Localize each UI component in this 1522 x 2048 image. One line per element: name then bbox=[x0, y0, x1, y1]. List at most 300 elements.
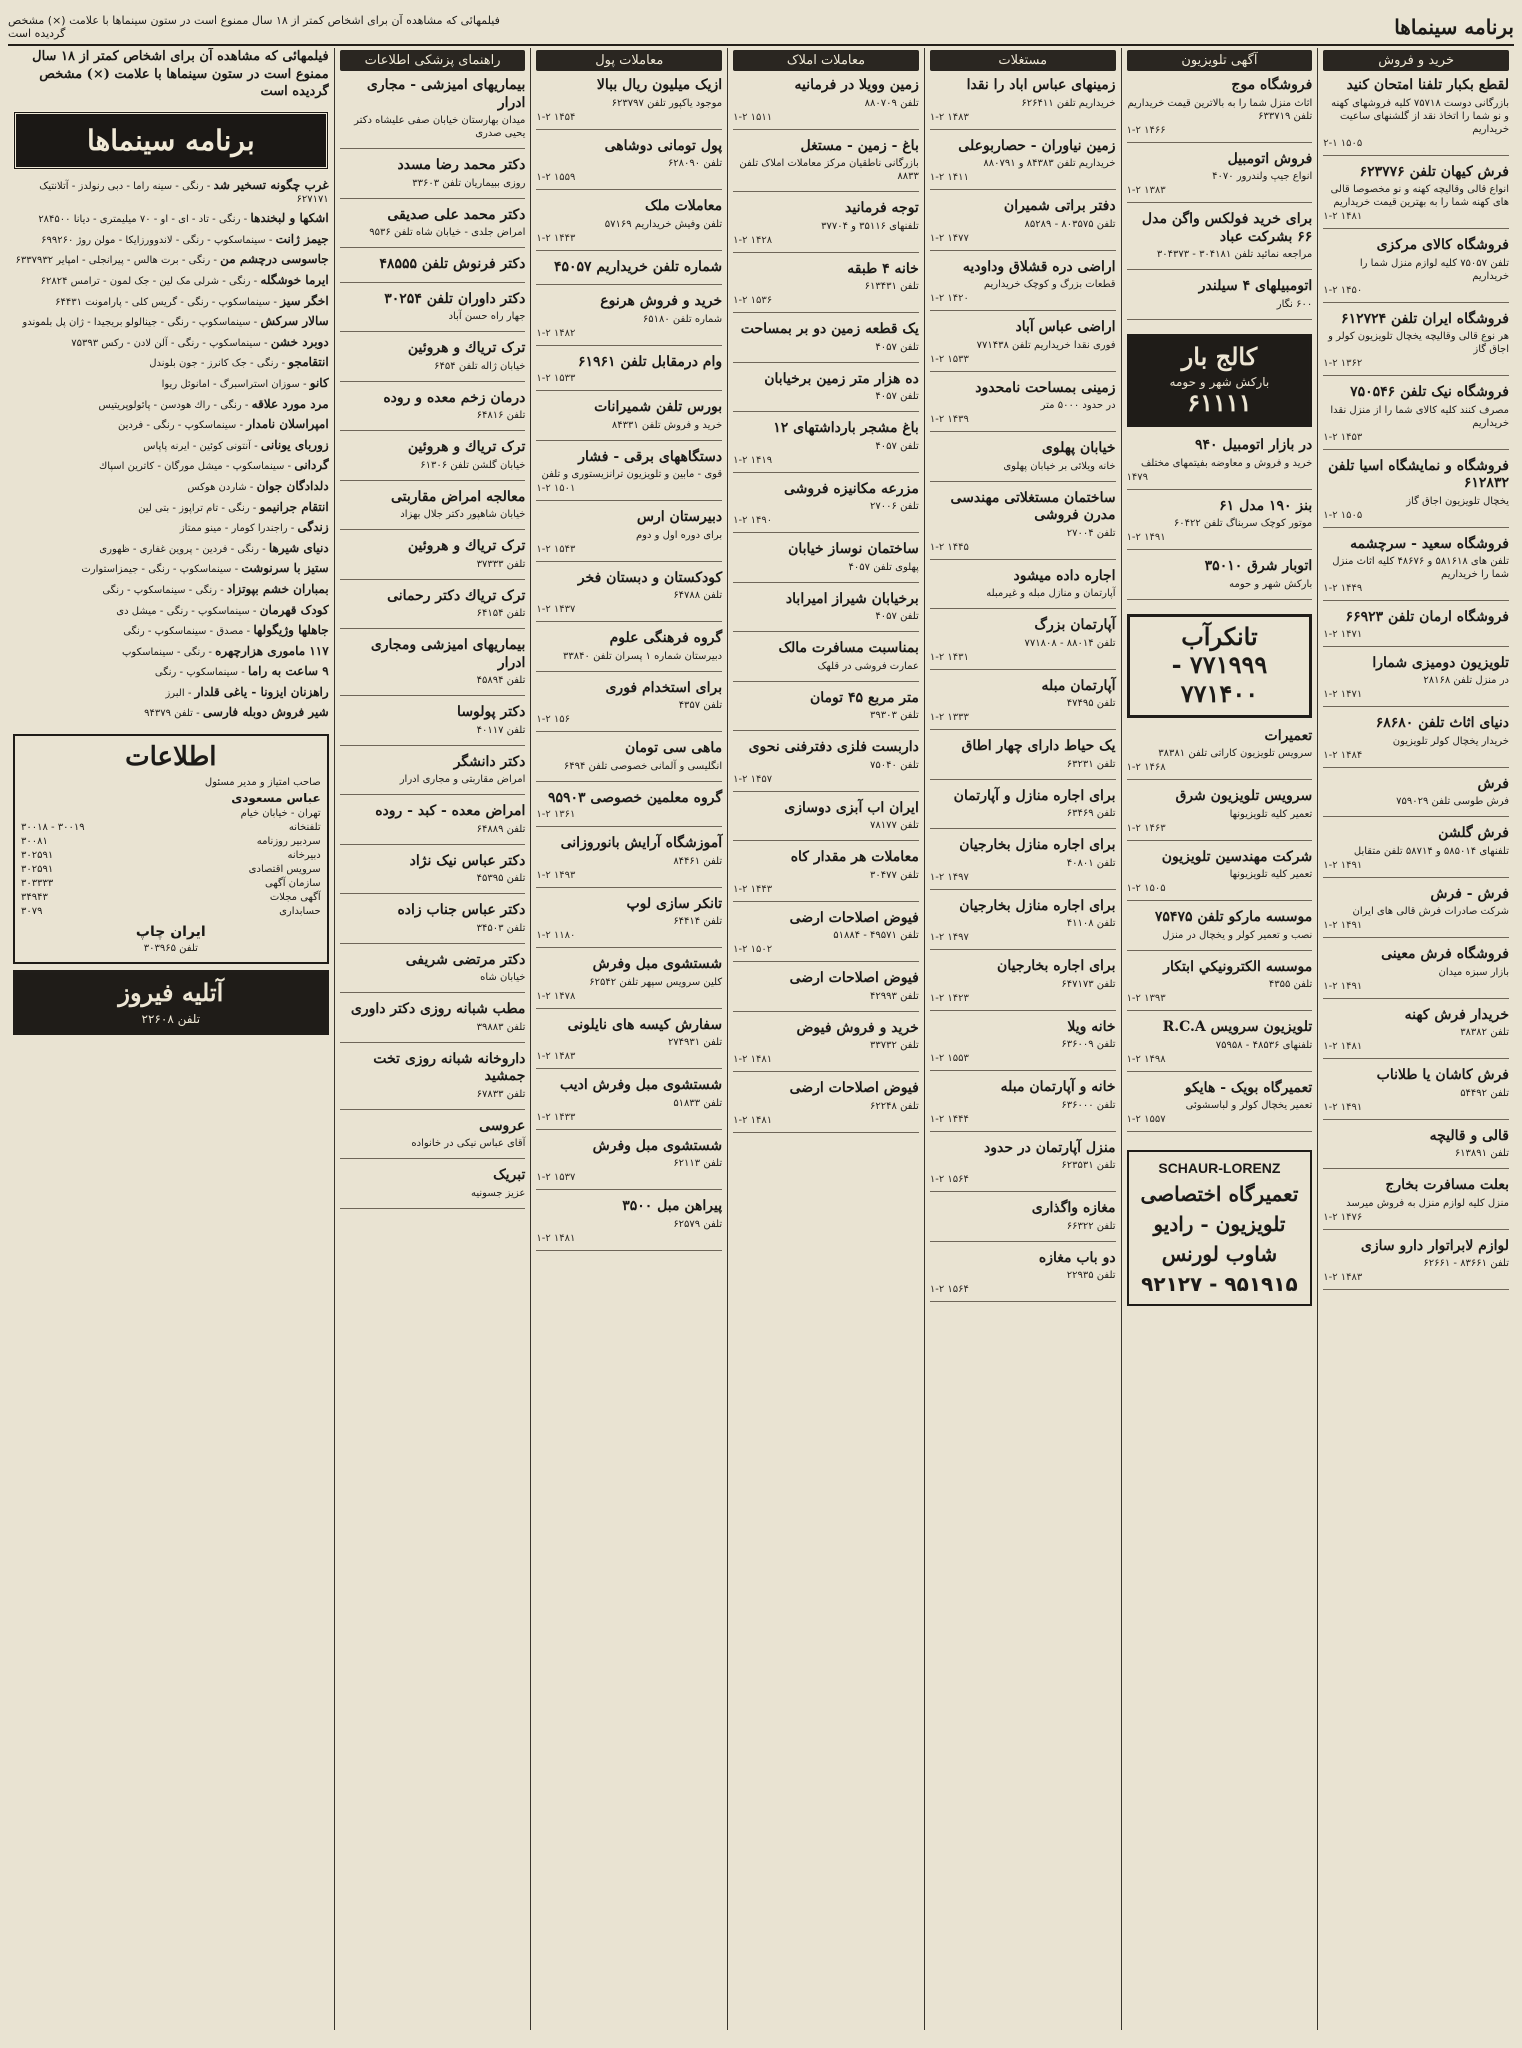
ad-text: کلین سرویس سپهر تلفن ۶۲۵۴۲ bbox=[589, 976, 723, 988]
classified-ad bbox=[536, 1077, 722, 1130]
ad-text: تلفن ۶۳۶۰۰۹ bbox=[1061, 1039, 1116, 1050]
ad-title: شستشوی مبل وفرش bbox=[592, 956, 723, 972]
classified-ad bbox=[536, 449, 722, 502]
classified-ad bbox=[340, 1051, 526, 1110]
ad-text: تلفن ۲۷۰۰۴ bbox=[1066, 527, 1116, 539]
film-listing: امپراسلان نامدار - سینماسکوپ - رنگی - فردین bbox=[118, 417, 329, 432]
film-details: رنگی - جک کانرز - جون بلوندل bbox=[149, 358, 279, 370]
ad-title: فروشگاه کالای مرکزی bbox=[1376, 237, 1509, 253]
classified-ad bbox=[340, 704, 526, 746]
ad-title: فرش - فرش bbox=[1430, 885, 1509, 902]
ad-title: بنز ۱۹۰ مدل ۶۱ bbox=[1219, 497, 1313, 514]
ad-title: در بازار اتومبیل ۹۴۰ bbox=[1194, 437, 1313, 454]
kajbar-title: کالج بار bbox=[1181, 341, 1258, 371]
ad-title: ترک تریاك و هروئین bbox=[407, 340, 526, 356]
ad-text: تلفن ۸۸۰۱۴ - ۷۷۱۸۰۸ bbox=[1024, 637, 1116, 649]
column-heading: معاملات پول bbox=[536, 50, 722, 71]
address: تهران - خیابان خیام bbox=[240, 807, 321, 819]
ad-text: سرویس تلویزیون کاراتی تلفن ۳۸۳۸۱ bbox=[1158, 748, 1313, 760]
ad-title: داربست فلزی دفترفنی نحوی bbox=[748, 739, 919, 755]
classified-ad bbox=[930, 1200, 1116, 1242]
film-listing: گردانی - سینماسکوپ - میشل مورگان - کاترین اسپاك bbox=[99, 458, 329, 473]
ad-title: دکتر محمد رضا مسدد bbox=[397, 157, 526, 173]
ad-text: تلفن ۶۴۷۱۷۳ bbox=[1061, 978, 1116, 990]
ad-title: دکتر داوران تلفن ۳۰۲۵۴ bbox=[384, 290, 526, 307]
ad-title: دکتر پولوسا bbox=[457, 704, 526, 720]
ad-text: تعمیر کلیه تلویزیونها bbox=[1229, 869, 1313, 881]
film-details: رنگی - سینماسکوپ bbox=[122, 646, 206, 658]
phone-label: سرویس اقتصادی bbox=[248, 863, 321, 875]
ad-code: ۱-۲ ۱۴۶۳ bbox=[1126, 822, 1166, 834]
film-title: کودک قهرمان bbox=[259, 602, 329, 617]
film-details: سینماسکوپ - میشل مورگان - کاترین اسپاك bbox=[99, 461, 285, 473]
schaur-brand: SCHAUR-LORENZ bbox=[1158, 1160, 1281, 1177]
ad-text: در حدود ۵۰۰۰ متر bbox=[1040, 400, 1116, 411]
ad-text: تلفن های ۵۸۱۶۱۸ و ۴۸۶۷۶ کلیه اثاث منزل شما را خریداریم bbox=[1332, 556, 1509, 580]
ad-title: اتوبار شرق ۳۵۰۱۰ bbox=[1204, 558, 1313, 575]
classified-ad bbox=[733, 970, 919, 1012]
classified-ad bbox=[930, 490, 1116, 560]
ad-code: ۱-۲ ۱۵۰۱ bbox=[536, 483, 576, 494]
ad-title: داروخانه شبانه روزی تخت جمشید bbox=[373, 1050, 526, 1084]
ad-title: بمناسبت مسافرت مالک bbox=[778, 640, 919, 656]
phone-label: تلفنخانه bbox=[288, 821, 321, 833]
ad-code: ۱-۲ ۱۴۹۱ bbox=[1126, 532, 1166, 544]
ad-text: خرید و فروش تلفن ۸۴۳۳۱ bbox=[611, 419, 723, 431]
classified-ad bbox=[340, 390, 526, 432]
film-details: تلفن ۹۴۳۷۹ bbox=[144, 708, 193, 720]
column-heading: راهنمای پزشکی اطلاعات bbox=[340, 50, 526, 71]
film-details: راجندرا کومار - مینو ممتاز bbox=[179, 523, 288, 535]
classified-ad bbox=[1323, 1007, 1509, 1060]
phone-label: سردبیر روزنامه bbox=[256, 835, 321, 847]
kajbar-tel: ۶۱۱۱۱ bbox=[1187, 388, 1252, 418]
ad-text: تلفن ۳۹۸۸۳ bbox=[476, 1021, 526, 1033]
ad-text: تلفن ۴۰۵۷ bbox=[875, 341, 919, 353]
ad-text: خریدار یخچال کولر تلویزیون bbox=[1392, 735, 1509, 747]
film-title: ۱۱۷ ماموری هزارچهره bbox=[215, 643, 329, 658]
ad-text: تلفن ۶۳۴۶۹ bbox=[1066, 808, 1116, 819]
ad-text: تلفن ۶۳۲۳۱ bbox=[1066, 758, 1116, 770]
ad-text: عزیز جسونیه bbox=[471, 1187, 526, 1199]
classified-ad bbox=[1127, 151, 1313, 204]
ad-list bbox=[536, 77, 722, 1259]
page-header bbox=[8, 10, 1514, 46]
ad-title: زمینی بمساحت نامحدود bbox=[975, 379, 1116, 396]
classified-ad bbox=[340, 291, 526, 333]
ad-list bbox=[1127, 728, 1313, 1141]
ad-title: تعمیرات bbox=[1264, 727, 1313, 744]
ad-code: ۱-۲ ۱۵۰۵ bbox=[1126, 883, 1166, 895]
ad-title: برخیابان شیراز امیراباد bbox=[785, 590, 919, 607]
ad-text: خانه ویلائی بر خیابان پهلوی bbox=[1003, 460, 1116, 472]
ad-code: ۱-۲ ۱۴۴۳ bbox=[536, 232, 576, 244]
ad-text: تلفنهای ۴۸۵۳۶ - ۷۵۹۵۸ bbox=[1215, 1039, 1313, 1051]
film-details: سینماسکوپ - رنگی - جیمزاستوارت bbox=[81, 564, 232, 576]
ad-title: فروشگاه موج bbox=[1231, 77, 1313, 93]
ad-title: بورس تلفن شمیرانات bbox=[594, 399, 723, 415]
ad-code: ۱-۲ ۱۴۸۱ bbox=[1323, 211, 1363, 222]
ad-code: ۱-۲ ۱۴۲۳ bbox=[929, 992, 969, 1004]
ad-code: ۱-۲ ۱۴۳۳ bbox=[536, 1111, 576, 1123]
ad-title: دکتر عباس نیک نژاد bbox=[409, 852, 526, 869]
film-listing: ۹ ساعت به راما - سینماسکوپ - رنگی bbox=[154, 664, 329, 679]
ad-text: فوری نقدا خریداریم تلفن ۷۷۱۴۳۸ bbox=[976, 339, 1116, 351]
ad-text: تلفن ۴۰۵۷ bbox=[875, 391, 919, 402]
classified-ad bbox=[1127, 788, 1313, 841]
film-title: غرب چگونه تسخیر شد bbox=[213, 177, 329, 192]
ad-title: دکتر عباس جناب زاده bbox=[397, 902, 526, 918]
ad-code: ۱-۲ ۱۴۴۴ bbox=[929, 1113, 969, 1125]
ad-title: لقطع بکبار تلفنا امتحان کنید bbox=[1346, 77, 1509, 93]
ad-code: ۱-۲ ۱۴۳۷ bbox=[536, 604, 576, 615]
film-details: سینماسکوپ - رنگی - جینالولو بریجیدا - ژان پل بلموندو bbox=[22, 317, 251, 329]
classified-ad bbox=[733, 420, 919, 473]
ad-text: تلفن ۶۶۳۲۲ bbox=[1066, 1220, 1116, 1232]
classified-ad bbox=[1127, 498, 1313, 551]
column-tv bbox=[1121, 48, 1318, 2030]
classified-ad bbox=[733, 640, 919, 682]
ad-text: تلفن ۶۲۵۷۹ bbox=[673, 1218, 723, 1230]
ad-text: دبیرستان شماره ۱ پسران تلفن ۳۳۸۴۰ bbox=[563, 650, 723, 662]
classified-ad bbox=[930, 617, 1116, 670]
ad-code: ۱-۲ ۱۵۳۳ bbox=[929, 353, 969, 365]
ad-title: فرش کیهان تلفن ۶۲۳۷۷۶ bbox=[1359, 163, 1509, 180]
classified-ad bbox=[536, 77, 722, 130]
film-listing: شیر فروش دوبله فارسی - تلفن ۹۴۳۷۹ bbox=[144, 705, 329, 720]
ad-text: امراض مقاربتی و مجاری ادرار bbox=[399, 774, 526, 785]
ad-title: ایران اب آبزی دوسازی bbox=[784, 799, 919, 816]
ad-text: تعمیر یخچال کولر و لباسشوئی bbox=[1185, 1100, 1313, 1112]
classified-ad bbox=[536, 570, 722, 623]
ad-text: خرید و فروش و معاوضه بفیتمهای مختلف bbox=[1140, 457, 1313, 469]
film-details: سینماسکوپ - رنگی bbox=[154, 667, 239, 679]
ad-text: جهار راه حسن آباد bbox=[448, 311, 526, 322]
ad-text: مراجعه نمائید تلفن ۳۰۴۱۸۱ - ۳۰۴۳۷۳ bbox=[1156, 249, 1313, 260]
film-details: رنگی - سینماسکوپ - رنگی bbox=[102, 584, 217, 596]
ad-title: بیماریهای امیزشی - مجاری ادرار bbox=[366, 77, 526, 111]
classified-ad bbox=[536, 835, 722, 888]
ad-text: خریداریم تلفن ۶۲۶۴۱۱ bbox=[1021, 97, 1116, 109]
atelier-sub: تلفن ۲۲۶۰۸ bbox=[141, 1012, 201, 1027]
ad-title: دکتر محمد علی صدیقی bbox=[387, 206, 526, 223]
ad-title: زمین نیاوران - حصاربوعلی bbox=[958, 137, 1116, 154]
schaur-line1: تعمیرگاه اختصاصی bbox=[1140, 1182, 1299, 1207]
ad-title: مزرعه مکانیزه فروشی bbox=[783, 480, 919, 497]
ad-title: تعمیرگاه بویک - هایکو bbox=[1184, 1079, 1313, 1096]
ad-text: انگلیسی و آلمانی خصوصی تلفن ۶۴۹۴ bbox=[563, 760, 723, 772]
phone-label: دبیرخانه bbox=[287, 849, 321, 861]
ad-title: شرکت مهندسین تلویزیون bbox=[1161, 848, 1313, 865]
ad-title: گروه فرهنگی علوم bbox=[609, 630, 723, 646]
ad-title: فروش اتومبیل bbox=[1227, 150, 1313, 167]
classified-ad bbox=[340, 803, 526, 845]
film-details: رنگی - تام تراپوز - بتی لین bbox=[138, 502, 250, 514]
ad-code: ۱-۲ ۱۵۱۱ bbox=[733, 111, 773, 123]
ad-text: تلفن ۶۲۳۵۳۱ bbox=[1061, 1160, 1116, 1171]
classified-ad bbox=[930, 198, 1116, 251]
classified-ad bbox=[1323, 1067, 1509, 1120]
ad-code: ۱-۲ ۱۴۶۸ bbox=[1126, 762, 1166, 774]
film-title: گردانی bbox=[294, 458, 329, 473]
ad-code: ۱-۲ ۱۴۷۷ bbox=[929, 232, 969, 244]
ad-text: خیابان شاهپور دکتر جلال بهزاد bbox=[400, 509, 526, 520]
ad-code: ۱-۲ ۱۱۸۰ bbox=[536, 930, 576, 941]
page-title: برنامه سینماها bbox=[1394, 15, 1514, 39]
ad-code: ۱-۲ ۱۳۶۱ bbox=[536, 809, 576, 820]
ad-text: امراض جلدی - خیابان شاه تلفن ۹۵۳۶ bbox=[369, 227, 526, 238]
ad-code: ۱-۲ ۱۴۲۰ bbox=[929, 293, 969, 304]
ad-text: تلفن ۸۳۶۶۱ - ۶۲۶۶۱ bbox=[1423, 1258, 1509, 1269]
film-title: جاهلها وژیگولها bbox=[253, 623, 329, 638]
phone-label: حسابداری bbox=[279, 905, 321, 917]
classified-ad bbox=[930, 1079, 1116, 1132]
ad-title: اراضی دره قشلاق وداودیه bbox=[962, 258, 1116, 275]
ad-title: آپارتمان بزرگ bbox=[1034, 617, 1116, 633]
masthead bbox=[13, 734, 329, 964]
ad-title: فروشگاه سعید - سرچشمه bbox=[1350, 535, 1509, 552]
film-details: سینماسکوپ - رنگی - فردین bbox=[118, 420, 237, 432]
film-title: ایرما خوشگله bbox=[260, 273, 329, 288]
ad-title: یک قطعه زمین دو بر بمساحت bbox=[740, 321, 919, 337]
classified-ad bbox=[1323, 776, 1509, 818]
ad-text: خریداریم تلفن ۸۴۳۸۳ و ۸۸۰۷۹۱ bbox=[983, 158, 1116, 169]
ad-title: معاملات هر مقدار کاه bbox=[790, 849, 919, 865]
ad-title: سفارش کیسه های نایلونی bbox=[567, 1016, 723, 1033]
classified-ad bbox=[1127, 211, 1313, 270]
classified-ad bbox=[733, 77, 919, 130]
ad-text: تلفن ۳۳۷۳۲ bbox=[870, 1040, 919, 1051]
film-details: سوزان استراسبرگ - امانوئل ریوا bbox=[161, 378, 300, 390]
ad-code: ۱-۲ ۱۳۳۳ bbox=[929, 712, 969, 723]
film-details: البرز bbox=[165, 687, 185, 699]
classified-ad bbox=[536, 790, 722, 828]
film-listing: غرب چگونه تسخیر شد - رنگی - سینه راما - دبی رنولدز - آتلانتیک ۶۲۷۱۷۱ bbox=[39, 177, 329, 206]
film-details: رنگی - سینه راما - دبی رنولدز - آتلانتیک ۶۲۷۱۷۱ bbox=[39, 180, 329, 206]
classified-ad bbox=[733, 541, 919, 583]
ad-list bbox=[733, 77, 919, 1141]
ad-code: ۱-۲ ۱۴۵۳ bbox=[1323, 431, 1363, 443]
classified-ad bbox=[1323, 458, 1509, 528]
ad-code: ۱-۲ ۱۴۱۱ bbox=[929, 172, 969, 183]
ad-code: ۱-۲ ۱۳۶۲ bbox=[1323, 358, 1363, 369]
ad-title: فرش bbox=[1477, 775, 1509, 792]
film-title: شیر فروش دوبله فارسی bbox=[202, 705, 329, 720]
film-title: زندگی bbox=[297, 520, 329, 535]
ad-text: موجود یاکپور تلفن ۶۲۳۷۹۷ bbox=[611, 97, 723, 109]
classified-ad bbox=[536, 1198, 722, 1251]
ad-title: خانه ۴ طبقه bbox=[847, 260, 919, 277]
ad-code: ۱-۲ ۱۴۹۸ bbox=[1126, 1053, 1166, 1065]
newspaper-logo: اطلاعات bbox=[125, 742, 217, 773]
classified-ad bbox=[1323, 384, 1509, 450]
ad-code: ۱-۲ ۱۴۹۱ bbox=[1323, 920, 1363, 931]
classified-ad bbox=[733, 200, 919, 253]
ad-title: زمینهای عباس اباد را نقدا bbox=[966, 77, 1116, 93]
ad-title: یک حیاط دارای چهار اطاق bbox=[961, 738, 1116, 754]
classified-ad bbox=[536, 198, 722, 251]
classified-ad bbox=[1323, 715, 1509, 768]
ad-text: روزی ببیماریان تلفن ۳۳۶۰۳ bbox=[412, 177, 526, 189]
classified-ad bbox=[536, 138, 722, 191]
ad-text: شماره تلفن ۶۵۱۸۰ bbox=[642, 313, 723, 325]
ad-title: متر مربع ۴۵ تومان bbox=[809, 689, 919, 706]
cinema-note: فیلمهائی که مشاهده آن برای اشخاص کمتر از ۱۸ سال ممنوع است در ستون سینماها با علامت (×) مشخص گردیده است bbox=[32, 49, 329, 100]
schaur-lorenz-ad bbox=[1127, 1150, 1313, 1306]
classified-ad bbox=[1323, 1238, 1509, 1291]
ad-title: بعلت مسافرت بخارج bbox=[1385, 1177, 1509, 1193]
film-title: سالار سرکش bbox=[260, 314, 329, 329]
ad-title: برای خرید فولکس واگن مدل ۶۶ بشرکت عباد bbox=[1141, 211, 1313, 245]
classified-ad bbox=[340, 77, 526, 149]
ad-code: ۱-۲ ۱۴۳۹ bbox=[929, 414, 969, 425]
ad-text: تلفن ۲۷۴۹۳۱ bbox=[667, 1037, 723, 1048]
ad-title: فروشگاه و نمایشگاه اسیا تلفن ۶۱۲۸۳۲ bbox=[1328, 457, 1509, 491]
film-listing: کانو - سوزان استراسبرگ - امانوئل ریوا bbox=[161, 375, 329, 390]
ad-title: ماهی سی تومان bbox=[624, 740, 723, 756]
classified-ad bbox=[536, 1017, 722, 1070]
ad-text: تلفن ۷۸۱۷۷ bbox=[870, 820, 919, 831]
schaur-line2: تلویزیون - رادیو bbox=[1153, 1212, 1286, 1237]
kajbar-sub: بارکش شهر و حومه bbox=[1169, 375, 1270, 390]
ad-title: فیوض اصلاحات ارضی bbox=[789, 909, 919, 926]
ad-code: ۱-۲ ۱۴۴۳ bbox=[733, 883, 773, 895]
ad-text: مصرف کنند کلیه کالای شما را از منزل نقدا خریداریم bbox=[1330, 404, 1509, 429]
ad-title: معالجه امراض مقاربتی bbox=[391, 488, 526, 505]
classified-ad bbox=[930, 678, 1116, 731]
ad-code: ۱-۲ ۱۴۳۱ bbox=[929, 651, 969, 663]
ad-code: ۱-۲ ۱۴۸۴ bbox=[1323, 749, 1363, 761]
film-title: ۹ ساعت به راما bbox=[248, 664, 329, 679]
classified-ad bbox=[930, 259, 1116, 312]
classified-ad bbox=[930, 1250, 1116, 1303]
ad-text: یخچال تلویزیون اجاق گاز bbox=[1406, 495, 1509, 507]
classified-ad bbox=[1323, 1177, 1509, 1230]
film-title: مرد مورد علاقه bbox=[251, 396, 329, 411]
ad-code: ۱-۲ ۱۴۹۷ bbox=[929, 932, 969, 943]
ad-text: تلفن ۸۰۳۵۷۵ - ۸۵۲۸۹ bbox=[1024, 218, 1116, 230]
ad-text: تلفن ۶۷۸۳۳ bbox=[476, 1088, 526, 1100]
printer-name: ایران چاپ bbox=[135, 923, 206, 940]
film-listing: دنیای شیرها - رنگی - فردین - پروین غفاری - ظهوری bbox=[99, 540, 329, 555]
film-details: رنگی - فردین - پروین غفاری - ظهوری bbox=[99, 543, 259, 555]
ad-text: تلفن ۶۴۴۱۴ bbox=[673, 916, 723, 927]
ad-code: ۱-۲ ۱۴۵۰ bbox=[1323, 284, 1363, 296]
atelier-title: آتلیه فیروز bbox=[118, 978, 224, 1008]
ad-title: خیابان پهلوی bbox=[1041, 440, 1116, 456]
classified-ad bbox=[340, 902, 526, 944]
ad-text: تلفن ۴۰۸۰۱ bbox=[1066, 857, 1116, 869]
classified-ad bbox=[536, 293, 722, 346]
classified-ad bbox=[930, 568, 1116, 610]
film-listing: راهزنان ایزونا - یاغی قلدار - البرز bbox=[165, 684, 329, 699]
ad-title: تلویزیون سرویس R.C.A bbox=[1162, 1019, 1313, 1036]
ad-text: تلفن ۸۸۰۷۰۹ bbox=[864, 97, 919, 109]
film-title: زوربای یونانی bbox=[260, 437, 329, 452]
ad-code: ۱-۲ ۱۵۶۴ bbox=[929, 1174, 969, 1185]
classified-ad bbox=[1127, 1019, 1313, 1072]
ad-title: منزل آپارتمان در حدود bbox=[983, 1139, 1116, 1156]
film-listing: مرد مورد علاقه - رنگی - راك هودسن - پائولوپریتیس bbox=[98, 396, 329, 411]
ad-title: فرش گلشن bbox=[1438, 825, 1509, 841]
ad-text: تعمیر کلیه تلویزیونها bbox=[1229, 808, 1313, 820]
classified-ad bbox=[340, 952, 526, 994]
ad-title: توجه فرمانید bbox=[845, 200, 919, 216]
classified-ad bbox=[733, 849, 919, 902]
ad-title: دو باب مغازه bbox=[1038, 1249, 1116, 1266]
ad-text: بازار سبزه میدان bbox=[1438, 966, 1509, 978]
ad-text: نصب و تعمیر کولر و یخچال در منزل bbox=[1162, 929, 1313, 941]
classified-ad bbox=[340, 1167, 526, 1209]
ad-title: دکتر مرتضی شریفی bbox=[405, 951, 526, 968]
ad-title: پول تومانی دوشاهی bbox=[604, 137, 723, 154]
ad-text: تلفن ۴۰۱۱۷ bbox=[476, 724, 526, 736]
film-details: سینماسکوپ - رنگی - لاندوورزایکا - مولن روژ ۶۹۹۲۶۰ bbox=[41, 234, 266, 246]
ad-title: پیراهن مبل ۳۵۰۰ bbox=[622, 1198, 723, 1214]
ad-code: ۱-۲ ۱۵۳۶ bbox=[733, 295, 773, 306]
film-listing: دلدادگان جوان - شاردن هوكس bbox=[187, 478, 329, 493]
ad-list bbox=[1127, 77, 1313, 328]
ad-title: خانه ویلا bbox=[1067, 1018, 1116, 1035]
classified-ad bbox=[733, 1080, 919, 1133]
film-details: رنگی - شرلی مک لین - جک لمون - ترامس ۶۲۸۲۴ bbox=[40, 276, 251, 288]
ad-code: ۱-۲ ۱۴۷۶ bbox=[1323, 1211, 1363, 1223]
ad-text: آپارتمان و منازل مبله و غیرمبله bbox=[986, 588, 1116, 599]
column-heading: معاملات املاک bbox=[733, 50, 919, 71]
cinema-banner: برنامه سینماها bbox=[13, 111, 329, 170]
ad-code: ۱-۲ ۱۴۸۱ bbox=[1323, 1041, 1363, 1052]
atelier-ad bbox=[13, 970, 329, 1035]
phone-number: ۳۰۳۳۳۳ bbox=[20, 877, 54, 889]
classified-ad bbox=[536, 896, 722, 949]
ad-title: گروه معلمین خصوصی ۹۵۹۰۳ bbox=[547, 789, 723, 806]
ad-title: فروشگاه ایران تلفن ۶۱۲۷۲۴ bbox=[1341, 310, 1509, 327]
ad-text: تلفن ۶۲۱۱۳ bbox=[673, 1158, 723, 1169]
ad-text: قطعات بزرگ و کوچک خریداریم bbox=[983, 279, 1116, 290]
ad-text: تلفن ۳۹۳۰۳ bbox=[870, 710, 919, 721]
ad-code: ۱-۲ ۱۴۲۸ bbox=[733, 234, 773, 246]
ad-text: تلفن ۴۳۵۷ bbox=[678, 700, 723, 711]
column-pezeshki bbox=[334, 48, 531, 2030]
ad-code: ۱-۲ ۱۴۵۷ bbox=[733, 773, 773, 785]
ad-code: ۱-۲ ۱۴۸۳ bbox=[536, 1051, 576, 1062]
film-listing: انتقام جرانیمو - رنگی - تام تراپوز - بتی لین bbox=[138, 499, 329, 514]
ad-title: تبریک bbox=[493, 1167, 526, 1183]
phone-row bbox=[21, 905, 321, 919]
ad-code: ۱۴۷۹ bbox=[1126, 471, 1149, 483]
ad-code: ۱-۲ ۱۵۰۵ bbox=[1323, 509, 1363, 521]
phone-number: ۳۰۷۹ bbox=[20, 905, 43, 917]
ad-text: تلفن ۸۴۴۶۱ bbox=[673, 855, 723, 867]
ad-title: ساختمان مستغلاتی مهندسی مدرن فروشی bbox=[950, 489, 1116, 523]
ad-title: عروسی bbox=[479, 1117, 526, 1134]
column-heading: خرید و فروش bbox=[1323, 50, 1509, 71]
ad-text: اثاث منزل شما را به بالاترین قیمت خریداریم تلفن ۶۳۳۷۱۹ bbox=[1127, 97, 1313, 122]
classified-ad bbox=[733, 138, 919, 193]
ad-text: انواع قالی وقالیچه کهنه و نو مخصوصا قالی های کهنه شما را به بهترین قیمت خریداریم bbox=[1330, 184, 1509, 208]
classified-ad bbox=[340, 853, 526, 895]
column-mostaghelat bbox=[924, 48, 1121, 2030]
ad-title: امراض معده - کبد - روده bbox=[375, 803, 526, 819]
classified-ad bbox=[340, 157, 526, 199]
ad-code: ۱-۲ ۱۴۸۱ bbox=[733, 1114, 773, 1126]
ad-title: برای استخدام فوری bbox=[605, 679, 723, 696]
ad-text: تلفن ۴۰۵۷ bbox=[875, 611, 919, 622]
schaur-tel: ۹۲۱۲۷ - ۹۵۱۹۱۵ bbox=[1141, 1272, 1298, 1297]
classified-ad bbox=[536, 1138, 722, 1191]
classified-ad bbox=[1127, 728, 1313, 781]
ad-code: ۱-۲ ۱۵۵۹ bbox=[536, 172, 576, 183]
